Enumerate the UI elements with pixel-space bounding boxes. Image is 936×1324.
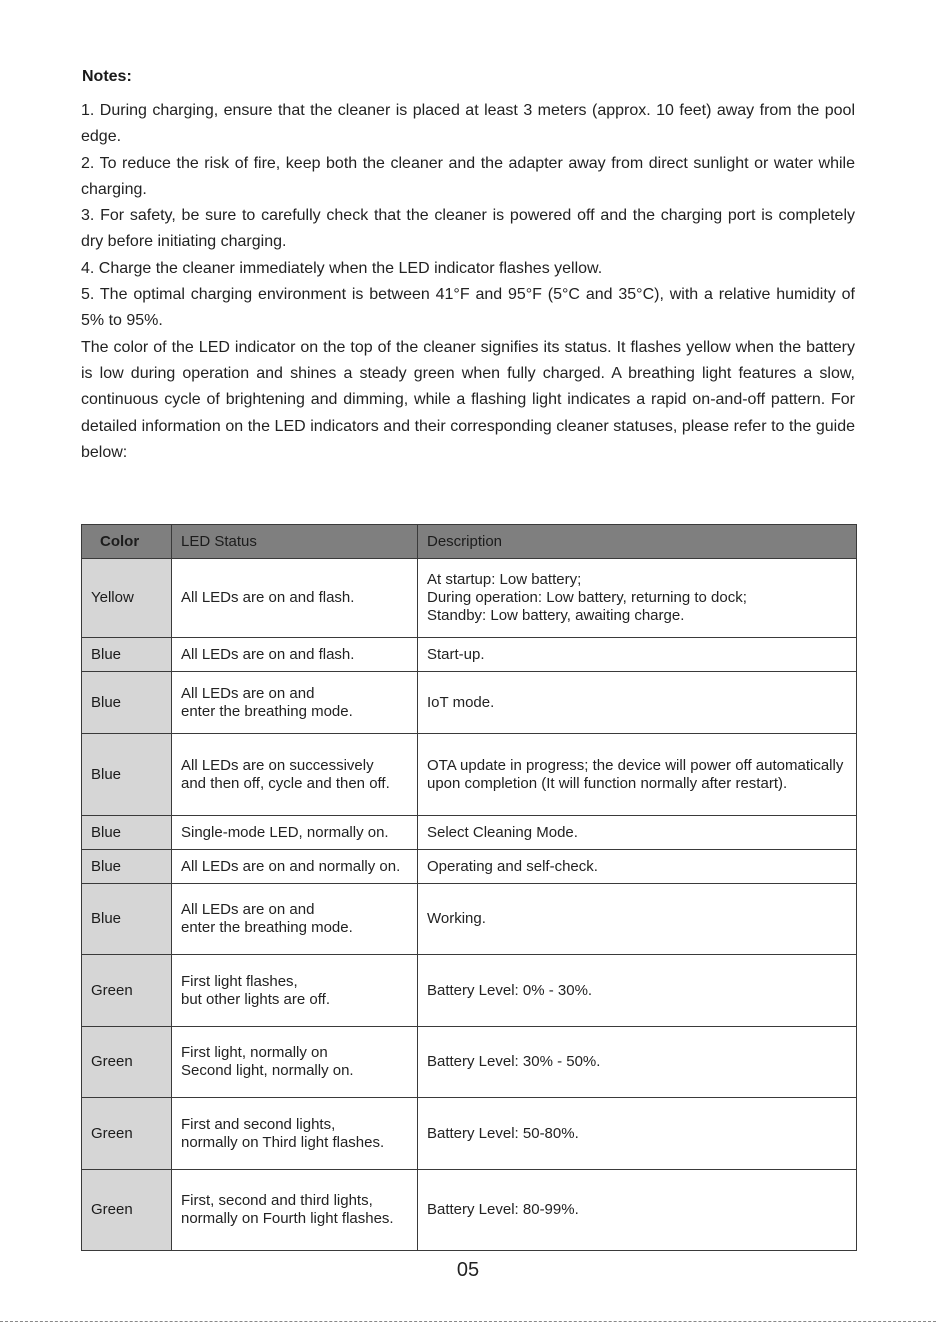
table-row bbox=[82, 884, 857, 955]
note-4: 4. Charge the cleaner immediately when the LED indicator flashes yellow. bbox=[81, 259, 603, 277]
row-color-cell: Blue bbox=[82, 816, 172, 850]
row-color-cell: Green bbox=[82, 1170, 172, 1251]
row-color-cell: Green bbox=[82, 955, 172, 1027]
table-row bbox=[82, 850, 857, 884]
header-description: Description bbox=[418, 525, 857, 559]
row-description-cell: Select Cleaning Mode. bbox=[418, 816, 857, 850]
row-led-status-cell: All LEDs are on successively and then off, cycle and then off. bbox=[172, 734, 418, 816]
table-row bbox=[82, 559, 857, 638]
row-led-status-cell: First and second lights, normally on Third light flashes. bbox=[172, 1098, 418, 1170]
row-led-status-cell: All LEDs are on and flash. bbox=[172, 559, 418, 638]
header-color: Color bbox=[82, 525, 172, 559]
table-row bbox=[82, 816, 857, 850]
row-led-status-cell: All LEDs are on and enter the breathing mode. bbox=[172, 884, 418, 955]
table-header-row bbox=[82, 525, 857, 559]
row-color-cell: Blue bbox=[82, 638, 172, 672]
header-led-status: LED Status bbox=[172, 525, 418, 559]
row-description-cell: Battery Level: 80-99%. bbox=[418, 1170, 857, 1251]
row-color-cell: Green bbox=[82, 1098, 172, 1170]
led-intro-paragraph: The color of the LED indicator on the top of the cleaner signifies its status. It flashes yellow when the battery is low during operation and shines a steady green when fully charged. A breathing light features a slow, continuous cycle of brightening and dimming, while a flashing light indicates a rapid on-and-off pattern. For detailed information on the LED indicators and their corresponding cleaner statuses, please refer to the guide below: bbox=[81, 338, 855, 461]
row-color-cell: Blue bbox=[82, 734, 172, 816]
table-row bbox=[82, 955, 857, 1027]
row-led-status-cell: All LEDs are on and normally on. bbox=[172, 850, 418, 884]
row-led-status-cell: First light, normally on Second light, normally on. bbox=[172, 1027, 418, 1098]
row-description-cell: Working. bbox=[418, 884, 857, 955]
table-row bbox=[82, 734, 857, 816]
row-color-cell: Green bbox=[82, 1027, 172, 1098]
row-color-cell: Blue bbox=[82, 884, 172, 955]
page-bottom-divider bbox=[0, 1321, 936, 1322]
row-color-cell: Blue bbox=[82, 850, 172, 884]
table-body bbox=[82, 559, 857, 1251]
row-description-cell: Operating and self-check. bbox=[418, 850, 857, 884]
row-description-cell: IoT mode. bbox=[418, 672, 857, 734]
table-row bbox=[82, 638, 857, 672]
row-description-cell: Battery Level: 0% - 30%. bbox=[418, 955, 857, 1027]
table-row bbox=[82, 672, 857, 734]
row-description-cell: Battery Level: 30% - 50%. bbox=[418, 1027, 857, 1098]
page-number: 05 bbox=[456, 1259, 480, 1281]
row-description-cell: At startup: Low battery; During operation: Low battery, returning to dock; Standby: Low battery, awaiting charge. bbox=[418, 559, 857, 638]
row-description-cell: OTA update in progress; the device will power off automatically upon completion (It will function normally after restart). bbox=[418, 734, 857, 816]
row-description-cell: Battery Level: 50-80%. bbox=[418, 1098, 857, 1170]
table-row bbox=[82, 1027, 857, 1098]
row-led-status-cell: All LEDs are on and flash. bbox=[172, 638, 418, 672]
row-led-status-cell: Single-mode LED, normally on. bbox=[172, 816, 418, 850]
row-led-status-cell: All LEDs are on and enter the breathing mode. bbox=[172, 672, 418, 734]
table-row bbox=[82, 1170, 857, 1251]
row-color-cell: Blue bbox=[82, 672, 172, 734]
note-1: 1. During charging, ensure that the cleaner is placed at least 3 meters (approx. 10 feet) away from the pool edge. bbox=[81, 102, 855, 146]
note-3: 3. For safety, be sure to carefully check that the cleaner is powered off and the charging port is completely dry before initiating charging. bbox=[81, 207, 855, 251]
notes-title: Notes: bbox=[82, 68, 132, 85]
note-2: 2. To reduce the risk of fire, keep both the cleaner and the adapter away from direct sunlight or water while charging. bbox=[81, 154, 855, 198]
table-row bbox=[82, 1098, 857, 1170]
note-5: 5. The optimal charging environment is between 41°F and 95°F (5°C and 35°C), with a relative humidity of 5% to 95%. bbox=[81, 286, 855, 330]
row-led-status-cell: First light flashes, but other lights are off. bbox=[172, 955, 418, 1027]
row-color-cell: Yellow bbox=[82, 559, 172, 638]
row-description-cell: Start-up. bbox=[418, 638, 857, 672]
notes-body bbox=[81, 98, 855, 466]
led-status-table bbox=[81, 524, 857, 1251]
row-led-status-cell: First, second and third lights, normally on Fourth light flashes. bbox=[172, 1170, 418, 1251]
